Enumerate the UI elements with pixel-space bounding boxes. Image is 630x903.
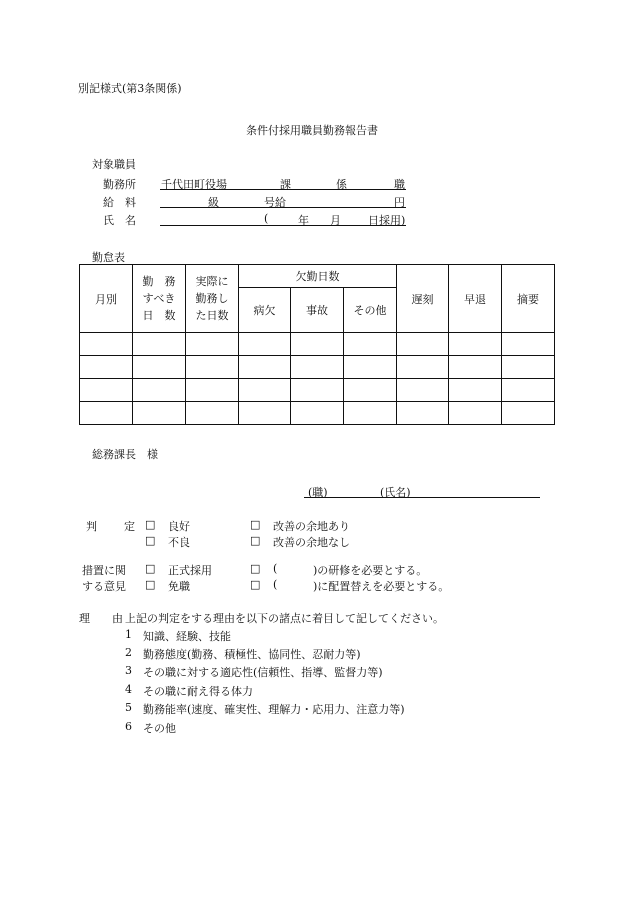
table-cell[interactable] <box>133 402 186 425</box>
table-cell[interactable] <box>397 379 449 402</box>
table-row <box>80 333 555 356</box>
header-sick: 病欠 <box>239 288 291 333</box>
checkbox-room-yes[interactable]: □ <box>250 518 261 531</box>
table-cell[interactable] <box>449 356 502 379</box>
table-cell[interactable] <box>239 379 291 402</box>
header-scheduled-days: 勤 務 すべき 日 数 <box>133 265 186 333</box>
table-cell[interactable] <box>239 402 291 425</box>
table-cell[interactable] <box>80 333 133 356</box>
header-month: 月別 <box>80 265 133 333</box>
table-cell[interactable] <box>344 356 397 379</box>
room-no-label: 改善の余地なし <box>273 536 350 549</box>
hire-year: 年 <box>298 214 309 227</box>
table-cell[interactable] <box>291 402 344 425</box>
kakari-label: 係 <box>336 178 347 191</box>
judgment-label-a: 判 <box>86 520 97 533</box>
name-label: 氏 名 <box>103 214 136 227</box>
transfer-paren: ( <box>273 578 278 591</box>
header-notes: 摘要 <box>502 265 555 333</box>
table-cell[interactable] <box>397 356 449 379</box>
dismiss-label: 免職 <box>168 580 190 593</box>
measures-label-line1: 措置に関 <box>82 564 126 577</box>
reason-item-num: 2 <box>125 646 132 659</box>
table-cell[interactable] <box>133 379 186 402</box>
form-header: 別記様式(第3条関係) <box>78 82 182 95</box>
reason-item-text: 知識、経験、技能 <box>143 630 231 643</box>
attendance-table <box>79 264 555 425</box>
ka-label: 課 <box>280 178 291 191</box>
table-cell[interactable] <box>291 333 344 356</box>
reason-item-num: 1 <box>125 628 132 641</box>
table-cell[interactable] <box>80 402 133 425</box>
reason-label-b: 由 <box>112 612 123 625</box>
name-underline <box>160 225 406 226</box>
reason-label-a: 理 <box>79 612 90 625</box>
reason-item-num: 3 <box>125 664 132 677</box>
table-cell[interactable] <box>397 333 449 356</box>
workplace-value: 千代田町役場 <box>161 178 227 191</box>
table-cell[interactable] <box>291 356 344 379</box>
hire-month: 月 <box>330 214 341 227</box>
room-yes-label: 改善の余地あり <box>273 520 350 533</box>
table-cell[interactable] <box>291 379 344 402</box>
header-actual-days: 実際に 勤務し た日数 <box>186 265 239 333</box>
table-cell[interactable] <box>239 356 291 379</box>
table-cell[interactable] <box>186 356 239 379</box>
table-cell[interactable] <box>449 402 502 425</box>
checkbox-bad[interactable]: □ <box>145 534 156 547</box>
reason-item-text: 勤務態度(勤務、積極性、協同性、忍耐力等) <box>143 648 361 661</box>
table-cell[interactable] <box>186 402 239 425</box>
good-label: 良好 <box>168 520 190 533</box>
reason-item-text: その職に耐え得る体力 <box>143 685 253 698</box>
signature-post: (職) <box>308 486 328 499</box>
reason-item-num: 4 <box>125 683 132 696</box>
table-cell[interactable] <box>502 402 555 425</box>
gokyu-label: 号給 <box>264 196 286 209</box>
checkbox-dismiss[interactable]: □ <box>145 578 156 591</box>
signature-name: (氏名) <box>380 486 411 499</box>
checkbox-formal[interactable]: □ <box>145 562 156 575</box>
bad-label: 不良 <box>168 536 190 549</box>
table-cell[interactable] <box>344 333 397 356</box>
hire-day: 日採用) <box>368 214 406 227</box>
workplace-label: 勤務所 <box>103 178 136 191</box>
table-row <box>80 379 555 402</box>
table-cell[interactable] <box>449 379 502 402</box>
reason-item-text: その職に対する適応性(信頼性、指導、監督力等) <box>143 666 383 679</box>
document-title: 条件付採用職員勤務報告書 <box>246 124 378 137</box>
table-cell[interactable] <box>186 333 239 356</box>
header-late: 遅刻 <box>397 265 449 333</box>
table-cell[interactable] <box>502 333 555 356</box>
checkbox-transfer[interactable]: □ <box>250 578 261 591</box>
reason-item-text: 勤務能率(速度、確実性、理解力・応用力、注意力等) <box>143 703 405 716</box>
measures-label-line2: する意見 <box>82 580 126 593</box>
table-cell[interactable] <box>502 356 555 379</box>
salary-label: 給 料 <box>103 196 136 209</box>
table-row <box>80 356 555 379</box>
table-cell[interactable] <box>344 379 397 402</box>
reason-item-num: 5 <box>125 701 132 714</box>
table-cell[interactable] <box>239 333 291 356</box>
kyu-label: 級 <box>208 196 219 209</box>
judgment-label-b: 定 <box>124 520 135 533</box>
table-cell[interactable] <box>344 402 397 425</box>
header-accident: 事故 <box>291 288 344 333</box>
signature-underline[interactable] <box>304 497 540 498</box>
table-cell[interactable] <box>80 356 133 379</box>
reason-item-text: その他 <box>143 722 176 735</box>
table-cell[interactable] <box>133 333 186 356</box>
table-cell[interactable] <box>186 379 239 402</box>
table-cell[interactable] <box>397 402 449 425</box>
transfer-label: )に配置替えを必要とする。 <box>313 580 450 593</box>
table-cell[interactable] <box>502 379 555 402</box>
training-label: )の研修を必要とする。 <box>313 564 428 577</box>
table-row <box>80 402 555 425</box>
workplace-underline <box>160 189 406 190</box>
hire-paren-open: ( <box>264 212 269 225</box>
attendance-heading: 勤怠表 <box>92 251 125 264</box>
reason-item-num: 6 <box>125 720 132 733</box>
checkbox-training[interactable]: □ <box>250 562 261 575</box>
employee-heading: 対象職員 <box>92 158 136 171</box>
checkbox-room-no[interactable]: □ <box>250 534 261 547</box>
reason-intro: 上記の判定をする理由を以下の諸点に着目して記してください。 <box>125 612 444 625</box>
header-other: その他 <box>344 288 397 333</box>
addressee: 総務課長 様 <box>92 448 158 461</box>
salary-underline <box>160 207 406 208</box>
training-paren: ( <box>273 562 278 575</box>
header-absence-group: 欠勤日数 <box>239 265 397 288</box>
checkbox-good[interactable]: □ <box>145 518 156 531</box>
header-early-leave: 早退 <box>449 265 502 333</box>
table-cell[interactable] <box>80 379 133 402</box>
table-cell[interactable] <box>133 356 186 379</box>
yen-label: 円 <box>394 196 405 209</box>
table-cell[interactable] <box>449 333 502 356</box>
shoku-label: 職 <box>394 178 405 191</box>
formal-label: 正式採用 <box>168 564 212 577</box>
